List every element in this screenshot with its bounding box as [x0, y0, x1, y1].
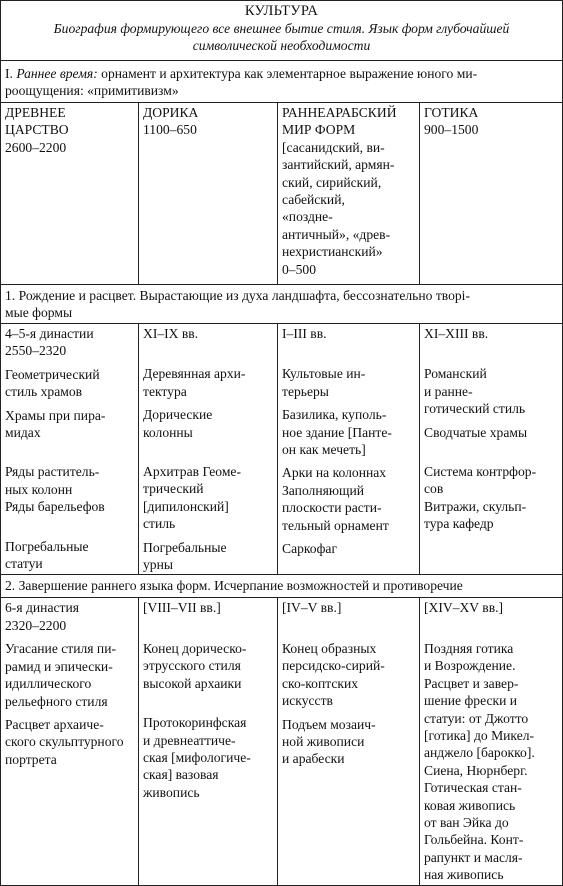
period-label: XI–IX вв. [143, 326, 199, 341]
section-completion: 2. Завершение раннего языка форм. Исчерпание возможностей и противоречие [1, 575, 563, 598]
list-item: Витражи, скульп- тура кафедр [424, 498, 527, 532]
culture-early-arabic [278, 103, 420, 285]
section-early-time [1, 61, 563, 103]
culture-name: РАННЕАРАБСКИЙ МИР ФОРМ [282, 105, 397, 138]
list-item: Саркофаг [282, 541, 338, 557]
period-label: [IV–V вв.] [282, 600, 342, 616]
list-item: Базилика, куполь- ное здание [Панте- он как мечеть] [282, 407, 392, 458]
culture-dates: 1100–650 [143, 122, 197, 138]
table-subtitle: Биография формирующего все внешнее бытие стиля. Язык форм глубочайшей символической необходимости [53, 21, 510, 54]
list-item: Деревянная архи- тектура [143, 366, 246, 399]
list-item: Сводчатые храмы [424, 424, 528, 440]
culture-name: ГОТИКА [424, 105, 479, 120]
birth-col-egypt [1, 324, 139, 575]
list-item: Ряды раститель- ных колонн [5, 464, 100, 497]
section-completion-content-row [1, 598, 563, 885]
section-early-time-number: I. [5, 66, 17, 81]
section-birth: 1. Рождение и расцвет. Вырастающие из духа ландшафта, бессознательно творі- мые формы [1, 285, 563, 324]
section-early-time-text: орнамент и архитектура как элементарное выражение юного ми- роощущения: «примитивизм» [5, 66, 478, 99]
period-label: [VIII–VII вв.] [143, 600, 221, 616]
list-item: Система контрфор- сов [424, 464, 537, 497]
period-label: I–III вв. [282, 326, 327, 341]
period-label: 4–5-я династии 2550–2320 [5, 326, 94, 359]
list-item: Погребальные урны [143, 539, 227, 573]
period-label: 6-я династия 2320–2200 [5, 600, 79, 633]
list-item: Храмы при пира- мидах [5, 407, 106, 441]
culture-dates: [сасанидский, ви- зантийский, армян- ский, сирийский, сабейский, «поздне- античный», «древ- нехристианский» 0–500 [282, 139, 395, 277]
list-item: Конец образных персидско-сирий- ско-коптских искусств [282, 640, 385, 709]
list-item: Подъем мозаич- ной живописи и арабески [282, 716, 376, 767]
period-label: [XIV–XV вв.] [424, 600, 504, 616]
culture-doric [139, 103, 278, 285]
list-item: Ряды барельефов [5, 499, 105, 515]
list-item: Геометрический стиль храмов [5, 366, 100, 400]
completion-col-gothic [420, 598, 563, 885]
list-item: Арки на колоннах Заполняющий плоскости расти- тельный орнамент [282, 465, 389, 533]
section-completion-row [1, 575, 563, 598]
section-birth-content-row [1, 324, 563, 575]
list-item: Погребальные статуи [5, 538, 89, 572]
section-birth-row [1, 285, 563, 324]
header-cell [1, 1, 563, 61]
list-item: Дорические колонны [143, 407, 213, 440]
list-item: Конец дорическо- этрусского стиля высокой архаики [143, 640, 247, 691]
list-item: Протокоринфская и древнеаттиче- ская [мифологиче- ская] вазовая живопись [143, 715, 251, 800]
culture-old-kingdom [1, 103, 139, 285]
completion-col-egypt [1, 598, 139, 885]
list-item: Расцвет архаиче- ского скульптурного портрета [5, 716, 124, 767]
culture-name: ДОРИКА [143, 105, 199, 120]
period-label: XI–XIII вв. [424, 326, 489, 341]
section-early-time-row [1, 61, 563, 103]
section-early-time-italic: Раннее время: [16, 66, 98, 81]
list-item: Архитрав Геоме- трический [дипилонский] стиль [143, 464, 241, 532]
culture-gothic [420, 103, 563, 285]
completion-col-arabic [278, 598, 420, 885]
culture-name: ДРЕВНЕЕ ЦАРСТВО [5, 105, 69, 138]
birth-col-doric [139, 324, 278, 575]
header-row [1, 1, 563, 61]
list-item: Угасание стиля пи- рамид и эпически- идиллического рельефного стиля [5, 641, 117, 709]
list-item: Романский и ранне- готический стиль [424, 366, 526, 417]
table-title: КУЛЬТУРА [244, 3, 319, 19]
birth-col-arabic [278, 324, 420, 575]
culture-dates: 2600–2200 [5, 139, 67, 155]
completion-col-doric [139, 598, 278, 885]
birth-col-gothic [420, 324, 563, 575]
cultures-row [1, 103, 563, 285]
list-item: Культовые ин- терьеры [282, 366, 366, 399]
culture-dates: 900–1500 [424, 122, 479, 138]
list-item: Поздняя готика и Возрождение. Расцвет и завер- шение фрески и статуи: от Джотто [готика] до Микел- анджело [барокко]. Сиена, Нюрнберг. Готическая стан- ковая живопись от ван Эйка до Гольбейна. Конт- рапункт и масля- ная живопись [424, 640, 535, 883]
